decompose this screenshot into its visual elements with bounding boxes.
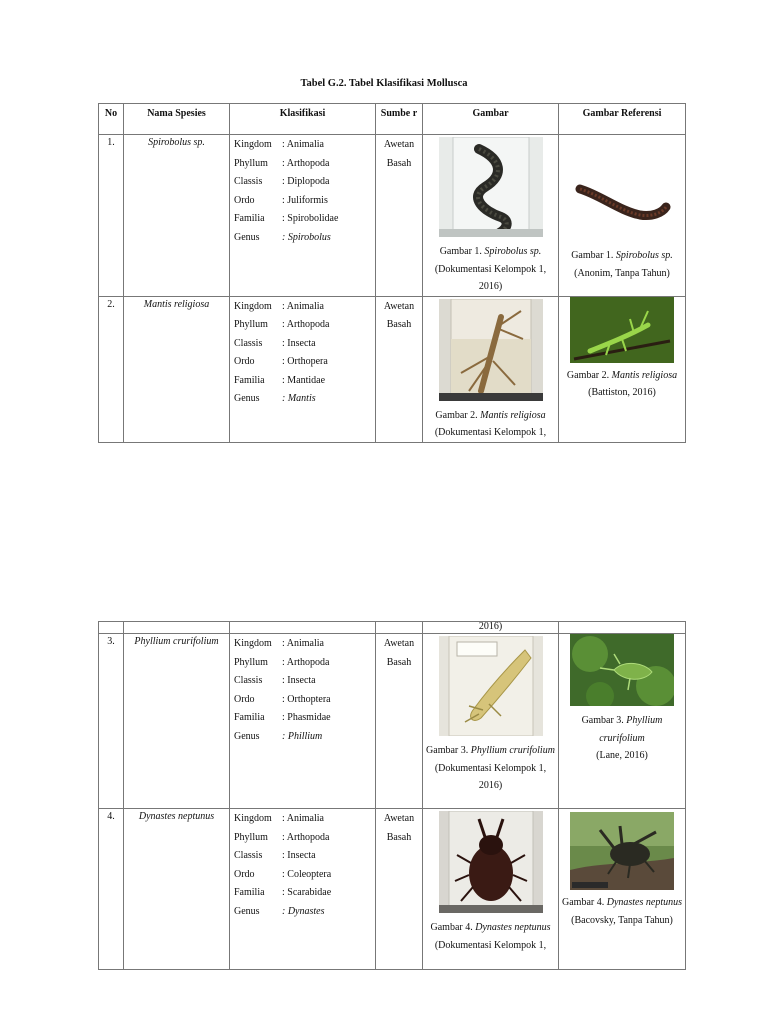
photo-caption (423, 243, 558, 296)
class-value: : Spirobolidae (282, 213, 339, 225)
source-cell: Awetan Basah (376, 135, 423, 297)
reference-cell (559, 809, 686, 970)
table-row (99, 809, 686, 970)
ref-caption-species: Phyllium crurifolium (599, 715, 663, 744)
photo-caption (423, 742, 558, 795)
class-value: : Arthopoda (282, 656, 330, 668)
header-sumber: Sumbe r (376, 104, 423, 135)
ref-caption-species: Mantis religiosa (611, 369, 678, 381)
class-value: : Juliformis (282, 194, 328, 206)
class-key: Phyllum (234, 157, 268, 169)
millipede-jar-photo (439, 137, 543, 237)
class-value: : Arthopoda (282, 157, 330, 169)
row-number: 3. (99, 634, 124, 809)
caption-continuation: 2016) (423, 622, 559, 634)
ref-caption-source: (Anonim, Tanpa Tahun) (574, 267, 670, 279)
source-cell: Awetan Basah (376, 634, 423, 809)
class-key: Genus (234, 905, 260, 917)
reference-cell (559, 135, 686, 297)
ref-caption-label: Gambar 4. (562, 897, 607, 908)
reference-caption (559, 894, 685, 929)
header-no: No (99, 104, 124, 135)
caption-source: (Dokumentasi Kelompok 1, (434, 939, 547, 951)
class-key: Phyllum (234, 656, 268, 668)
class-value: : Phillium (282, 730, 323, 742)
classification-cell (230, 809, 376, 970)
caption-label: Gambar 3. (426, 745, 471, 756)
continuation-row (99, 622, 686, 634)
caption-source: (Dokumentasi Kelompok 1, 2016) (434, 263, 547, 292)
class-value: : Mantidae (282, 374, 326, 386)
class-value: : Animalia (282, 638, 324, 649)
source-cell: Awetan Basah (376, 809, 423, 970)
classification-table-part-2 (98, 621, 686, 970)
reference-caption (559, 247, 685, 282)
row-number: 2. (99, 296, 124, 442)
reference-caption (559, 712, 685, 765)
class-value: : Orthopera (282, 356, 328, 368)
species-name: Spirobolus sp. (124, 135, 230, 297)
class-key: Genus (234, 231, 260, 243)
classification-cell (230, 296, 376, 442)
ref-caption-source: (Lane, 2016) (596, 750, 648, 761)
table-header-row (99, 104, 686, 135)
reference-cell (559, 634, 686, 809)
photo-cell (423, 296, 559, 442)
species-name: Phyllium crurifolium (124, 634, 230, 809)
caption-source: (Dokumentasi Kelompok 1, (434, 427, 547, 438)
class-value: : Animalia (282, 813, 324, 824)
header-nama-spesies: Nama Spesies (124, 104, 230, 135)
class-value: : Phasmidae (282, 712, 331, 724)
class-key: Ordo (234, 868, 255, 880)
ref-caption-label: Gambar 3. (581, 715, 627, 726)
ref-caption-source: (Battiston, 2016) (588, 387, 656, 398)
mantis-jar-photo (439, 299, 543, 401)
photo-cell (423, 809, 559, 970)
class-value: : Diplopoda (282, 176, 330, 188)
class-key: Kingdom (234, 813, 272, 824)
class-value: : Insecta (282, 850, 316, 862)
class-value: : Arthopoda (282, 319, 330, 331)
class-key: Classis (234, 176, 263, 188)
source-cell: Awetan Basah (376, 296, 423, 442)
class-key: Genus (234, 730, 260, 742)
row-number: 1. (99, 135, 124, 297)
caption-species: Spirobolus sp. (484, 246, 542, 257)
class-value: : Animalia (282, 300, 324, 312)
photo-caption (423, 919, 558, 954)
class-key: Kingdom (234, 300, 272, 312)
class-key: Familia (234, 887, 265, 899)
class-key: Genus (234, 393, 260, 405)
header-gambar-referensi: Gambar Referensi (559, 104, 686, 135)
ref-caption-label: Gambar 1. (571, 250, 616, 261)
class-value: : Insecta (282, 675, 316, 687)
classification-table-part-1 (98, 103, 686, 443)
caption-label: Gambar 1. (439, 246, 485, 257)
class-value: : Insecta (282, 337, 316, 349)
class-value: : Coleoptera (282, 868, 332, 880)
caption-species: Mantis religiosa (480, 409, 546, 421)
class-key: Ordo (234, 356, 255, 368)
table-row (99, 634, 686, 809)
class-key: Kingdom (234, 638, 272, 649)
class-value: : Spirobolus (282, 231, 331, 243)
leaf-insect-reference-photo (570, 634, 674, 706)
class-value: : Scarabidae (282, 887, 332, 899)
caption-species: Dynastes neptunus (475, 922, 551, 933)
species-name: Mantis religiosa (124, 296, 230, 442)
classification-cell (230, 135, 376, 297)
header-gambar: Gambar (423, 104, 559, 135)
species-name: Dynastes neptunus (124, 809, 230, 970)
ref-caption-source: (Bacovsky, Tanpa Tahun) (571, 914, 673, 926)
class-key: Kingdom (234, 139, 272, 150)
beetle-jar-photo (439, 811, 543, 913)
class-key: Ordo (234, 194, 255, 206)
caption-source: (Dokumentasi Kelompok 1, 2016) (434, 762, 547, 791)
class-key: Familia (234, 213, 265, 225)
leaf-insect-jar-photo (439, 636, 543, 736)
photo-cell (423, 135, 559, 297)
table-row (99, 135, 686, 297)
ref-caption-species: Spirobolus sp. (615, 250, 673, 261)
table-row (99, 296, 686, 442)
class-value: : Orthoptera (282, 693, 331, 705)
class-key: Classis (234, 675, 263, 687)
class-key: Classis (234, 850, 263, 862)
ref-caption-label: Gambar 2. (566, 369, 612, 381)
photo-caption (423, 407, 558, 442)
class-value: : Arthopoda (282, 831, 330, 843)
caption-label: Gambar 2. (435, 409, 481, 421)
table-title: Tabel G.2. Tabel Klasifikasi Mollusca (300, 78, 468, 89)
class-key: Phyllum (234, 831, 268, 843)
photo-cell (423, 634, 559, 809)
classification-cell (230, 634, 376, 809)
class-value: : Animalia (282, 139, 324, 150)
class-key: Ordo (234, 693, 255, 705)
row-number: 4. (99, 809, 124, 970)
caption-label: Gambar 4. (430, 922, 476, 933)
beetle-reference-photo (570, 812, 674, 890)
class-value: : Dynastes (282, 905, 325, 917)
mantis-reference-photo (570, 297, 674, 363)
class-key: Familia (234, 374, 265, 386)
class-key: Phyllum (234, 319, 268, 331)
class-key: Classis (234, 337, 263, 349)
class-key: Familia (234, 712, 265, 724)
millipede-reference-photo (570, 167, 674, 233)
caption-species: Phyllium crurifolium (470, 745, 555, 756)
reference-caption (559, 367, 685, 402)
class-value: : Mantis (282, 393, 316, 405)
header-klasifikasi: Klasifikasi (230, 104, 376, 135)
ref-caption-species: Dynastes neptunus (606, 897, 682, 908)
reference-cell (559, 296, 686, 442)
